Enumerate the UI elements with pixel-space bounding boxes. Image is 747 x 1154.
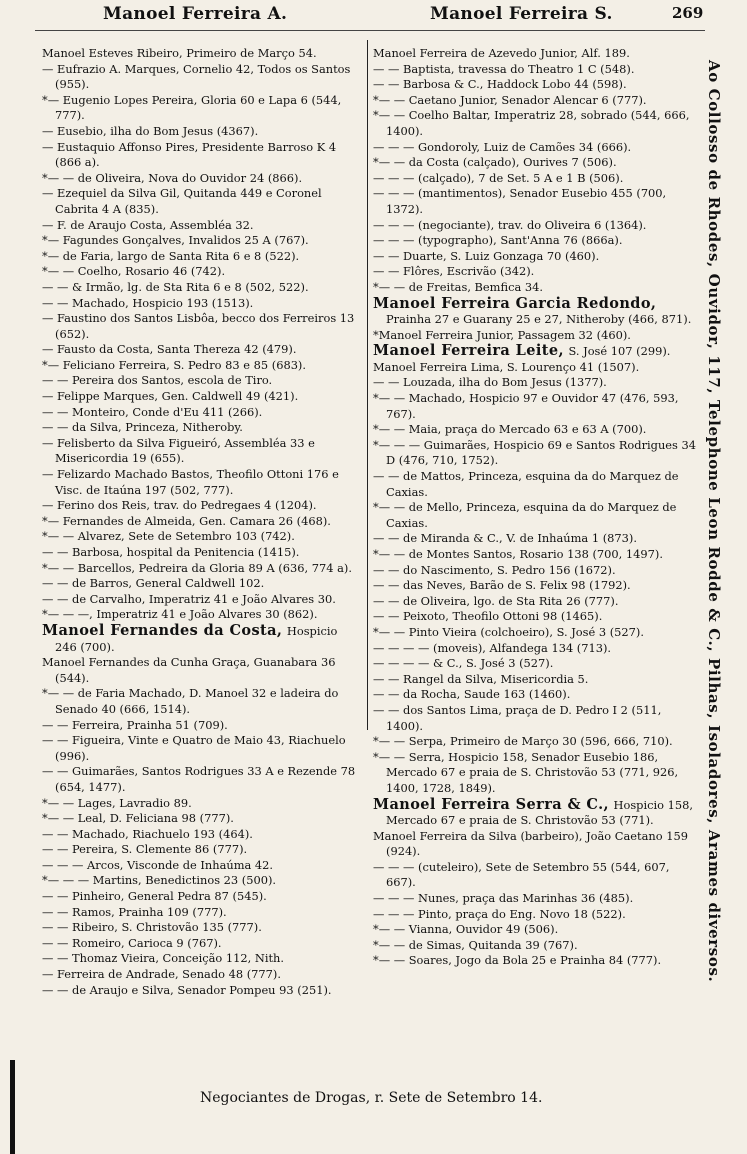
directory-entry: — — — Pinto, praça do Eng. Novo 18 (522). [373,906,626,921]
directory-entry: — — do Nascimento, S. Pedro 156 (1672). [373,562,616,577]
directory-entry: *— — Machado, Hospicio 97 e Ouvidor 47 (476, 593, 767). [373,391,679,421]
binding-edge [10,1060,15,1154]
directory-entry: Manoel Ferreira de Azevedo Junior, Alf. 189. [373,46,630,60]
directory-entry: — — da Rocha, Saude 163 (1460). [373,687,571,702]
footer-advertisement: Negociantes de Drogas, r. Sete de Setembro 14. [200,1090,543,1106]
directory-entry: — — Duarte, S. Luiz Gonzaga 70 (460). [373,248,600,263]
directory-entry: — Faustino dos Santos Lisbôa, becco dos Ferreiros 13 (652). [42,311,355,341]
directory-entry: — — Thomaz Vieira, Conceição 112, Nith. [42,951,285,966]
directory-entry: *— — — Martins, Benedictinos 23 (500). [42,873,277,888]
directory-entry: — Ezequiel da Silva Gil, Quitanda 449 e Coronel Cabrita 4 A (835). [42,186,322,216]
header-left-title: Manoel Ferreira A. [103,4,288,24]
directory-entry: — Eustaquio Affonso Pires, Presidente Barroso K 4 (866 a). [42,139,337,170]
directory-entry: *— — de Mello, Princeza, esquina da do Marquez de Caxias. [373,500,677,530]
directory-entry: Manoel Ferreira da Silva (barbeiro), João Caetano 159 (924). [373,828,688,859]
directory-entry: Manoel Ferreira Lima, S. Lourenço 41 (1507). [373,359,640,374]
directory-entry: *— — Coelho, Rosario 46 (742). [42,264,226,279]
directory-entry: — — Ferreira, Prainha 51 (709). [42,717,228,732]
directory-entry: — — — — & C., S. José 3 (527). [373,656,554,671]
directory-entry: — — — — (moveis), Alfandega 134 (713). [373,640,612,655]
directory-entry: — Felippe Marques, Gen. Caldwell 49 (421). [42,389,299,404]
directory-entry: — — de Araujo e Silva, Senador Pompeu 93 (251). [42,982,332,997]
directory-entry: *— — Lages, Lavradio 89. [42,795,192,810]
header-right-title: Manoel Ferreira S. [430,4,613,24]
directory-entry: *— — de Simas, Quitanda 39 (767). [373,937,578,952]
directory-entry: *— — Pinto Vieira (colchoeiro), S. José 3 (527). [373,624,644,639]
header-rule [35,30,705,31]
directory-entry: — — — (typographo), Sant'Anna 76 (866a). [373,233,623,248]
directory-entry: — — Peixoto, Theofilo Ottoni 98 (1465). [373,609,603,624]
directory-entry: *— — da Costa (calçado), Ourives 7 (506). [373,155,617,170]
directory-entry [373,343,698,360]
directory-entry: — Eufrazio A. Marques, Cornelio 42, Todos os Santos (955). [42,61,351,92]
directory-entry: *— — Leal, D. Feliciana 98 (777). [42,811,234,826]
directory-entry: — — Ribeiro, S. Christovão 135 (777). [42,920,262,935]
directory-entry [373,296,698,328]
directory-entry: *— — Soares, Jogo da Bola 25 e Prainha 84 (777). [373,953,662,968]
directory-entry: *— Eugenio Lopes Pereira, Gloria 60 e Lapa 6 (544, 777). [42,92,342,123]
directory-entry: *— — de Oliveira, Nova do Ouvidor 24 (866). [42,170,303,185]
directory-entry: — Felisberto da Silva Figueiró, Assembléa 33 e Misericordia 19 (655). [42,435,315,466]
directory-entry: — — Figueira, Vinte e Quatro de Maio 43, Riachuelo (996). [42,733,346,763]
right-column [373,46,698,969]
directory-entry: — — de Carvalho, Imperatriz 41 e João Alvares 30. [42,591,336,606]
directory-entry: — Felizardo Machado Bastos, Theofilo Ottoni 176 e Visc. de Itaúna 197 (502, 777). [42,467,339,497]
directory-entry: *— — Vianna, Ouvidor 49 (506). [373,922,559,937]
directory-entry: *— — Barcellos, Pedreira da Gloria 89 A (636, 774 a). [42,560,352,575]
entry-text: Hospicio 246 (700). [55,623,338,654]
directory-entry: *— — Maia, praça do Mercado 63 e 63 A (700). [373,422,647,437]
entry-text: S. José 107 (299). [568,344,671,359]
directory-entry: *— — Serra, Hospicio 158, Senador Eusebio 186, Mercado 67 e praia de S. Christovão 53 (771, 926, 1400, 1728, 1849). [373,749,679,795]
directory-entry: — — Monteiro, Conde d'Eu 411 (266). [42,404,263,419]
directory-entry: — — Pereira, S. Clemente 86 (777). [42,842,248,857]
directory-entry: — — Flôres, Escrivão (342). [373,264,535,279]
directory-entry: — — Pereira dos Santos, escola de Tiro. [42,373,273,388]
directory-entry: *— — Alvarez, Sete de Setembro 103 (742). [42,529,295,544]
directory-entry: — — de Oliveira, lgo. de Sta Rita 26 (777). [373,593,619,608]
directory-entry: — — Ramos, Prainha 109 (777). [42,904,227,919]
directory-entry: — Eusebio, ilha do Bom Jesus (4367). [42,123,259,138]
directory-entry: *— de Faria, largo de Santa Rita 6 e 8 (522). [42,248,300,263]
entry-name: Manoel Fernandes da Costa, [42,621,283,639]
directory-entry: *— — de Faria Machado, D. Manoel 32 e ladeira do Senado 40 (666, 1514). [42,686,339,716]
directory-entry: — — Barbosa & C., Haddock Lobo 44 (598). [373,77,627,92]
directory-entry: *— — —, Imperatriz 41 e João Alvares 30 (862). [42,607,318,622]
directory-entry: — — Rangel da Silva, Misericordia 5. [373,671,589,686]
directory-entry: — Ferreira de Andrade, Senado 48 (777). [42,967,281,982]
side-advertisement [705,60,735,983]
directory-entry: — — — (mantimentos), Senador Eusebio 455 (700, 1372). [373,186,667,216]
entry-name: Manoel Ferreira Garcia Redondo, [373,294,657,312]
directory-entry: *— — de Montes Santos, Rosario 138 (700, 1497). [373,547,663,561]
directory-entry: *— Fernandes de Almeida, Gen. Camara 26 (468). [42,513,331,528]
directory-entry: — — dos Santos Lima, praça de D. Pedro I 2 (511, 1400). [373,702,662,733]
directory-entry: — — Pinheiro, General Pedra 87 (545). [42,889,267,904]
directory-entry: — — & Irmão, lg. de Sta Rita 6 e 8 (502, 522). [42,279,309,294]
directory-entry: — — — (cuteleiro), Sete de Setembro 55 (544, 607, 667). [373,859,670,890]
directory-entry: *— Fagundes Gonçalves, Invalidos 25 A (767). [42,233,309,248]
directory-entry: — — Louzada, ilha do Bom Jesus (1377). [373,375,607,390]
directory-entry: *— — Serpa, Primeiro de Março 30 (596, 666, 710). [373,734,673,749]
directory-entry: — — — Gondoroly, Luiz de Camões 34 (666). [373,139,632,154]
directory-entry: — — da Silva, Princeza, Nitheroby. [42,420,243,435]
directory-entry: — — das Neves, Barão de S. Felix 98 (1792). [373,578,631,593]
directory-entry: *— — Coelho Baltar, Imperatriz 28, sobrado (544, 666, 1400). [373,108,690,138]
directory-entry: *— Feliciano Ferreira, S. Pedro 83 e 85 (683). [42,357,307,372]
directory-entry: — — de Mattos, Princeza, esquina da do Marquez de Caxias. [373,469,679,499]
entry-name: Manoel Ferreira Serra & C., [373,795,610,813]
directory-entry: *— — — Guimarães, Hospicio 69 e Santos Rodrigues 34 D (476, 710, 1752). [373,437,696,468]
directory-entry: — — Romeiro, Carioca 9 (767). [42,935,222,950]
left-column [42,46,362,998]
directory-entry: *Manoel Ferreira Junior, Passagem 32 (460). [373,327,631,342]
directory-entry: — — — Arcos, Visconde de Inhaúma 42. [42,857,274,872]
directory-entry: — F. de Araujo Costa, Assembléa 32. [42,217,254,232]
directory-entry [373,797,698,829]
directory-entry: — Ferino dos Reis, trav. do Pedregaes 4 (1204). [42,498,317,513]
directory-entry: Manoel Fernandes da Cunha Graça, Guanabara 36 (544). [42,655,336,685]
entry-text: Prainha 27 e Guarany 25 e 27, Nitheroby (466, 871). [386,312,692,327]
directory-entry: — — — (calçado), 7 de Set. 5 A e 1 B (506). [373,170,624,185]
directory-entry: — — Machado, Riachuelo 193 (464). [42,826,253,841]
directory-entry: — — Guimarães, Santos Rodrigues 33 A e Rezende 78 (654, 1477). [42,764,356,794]
directory-entry: *— — de Freitas, Bemfica 34. [373,279,543,294]
directory-entry: — — Baptista, travessa do Theatro 1 C (548). [373,61,635,76]
directory-entry: — — Machado, Hospicio 193 (1513). [42,295,254,310]
entry-text: Hospicio 158, Mercado 67 e praia de S. Christovão 53 (771). [386,797,693,828]
directory-entry: Manoel Esteves Ribeiro, Primeiro de Março 54. [42,46,317,60]
directory-entry [42,623,362,655]
directory-entry: — — de Barros, General Caldwell 102. [42,576,265,591]
directory-entry: — — Barbosa, hospital da Penitencia (1415). [42,545,300,559]
directory-entry: — — de Miranda & C., V. de Inhaúma 1 (873). [373,531,637,546]
directory-entry: *— — Caetano Junior, Senador Alencar 6 (777). [373,92,647,107]
page-number: 269 [672,4,704,22]
column-divider [367,40,368,730]
directory-entry: — — — (negociante), trav. do Oliveira 6 (1364). [373,217,647,232]
directory-entry: — — — Nunes, praça das Marinhas 36 (485). [373,891,634,906]
directory-entry: — Fausto da Costa, Santa Thereza 42 (479). [42,342,297,357]
entry-name: Manoel Ferreira Leite, [373,342,564,360]
side-advertisement-text: Ao Collosso de Rhodes, Ouvidor, 117, Telephone Leon Rodde & C., Pilhas, Isoladores, Arames diversos. [705,60,723,983]
